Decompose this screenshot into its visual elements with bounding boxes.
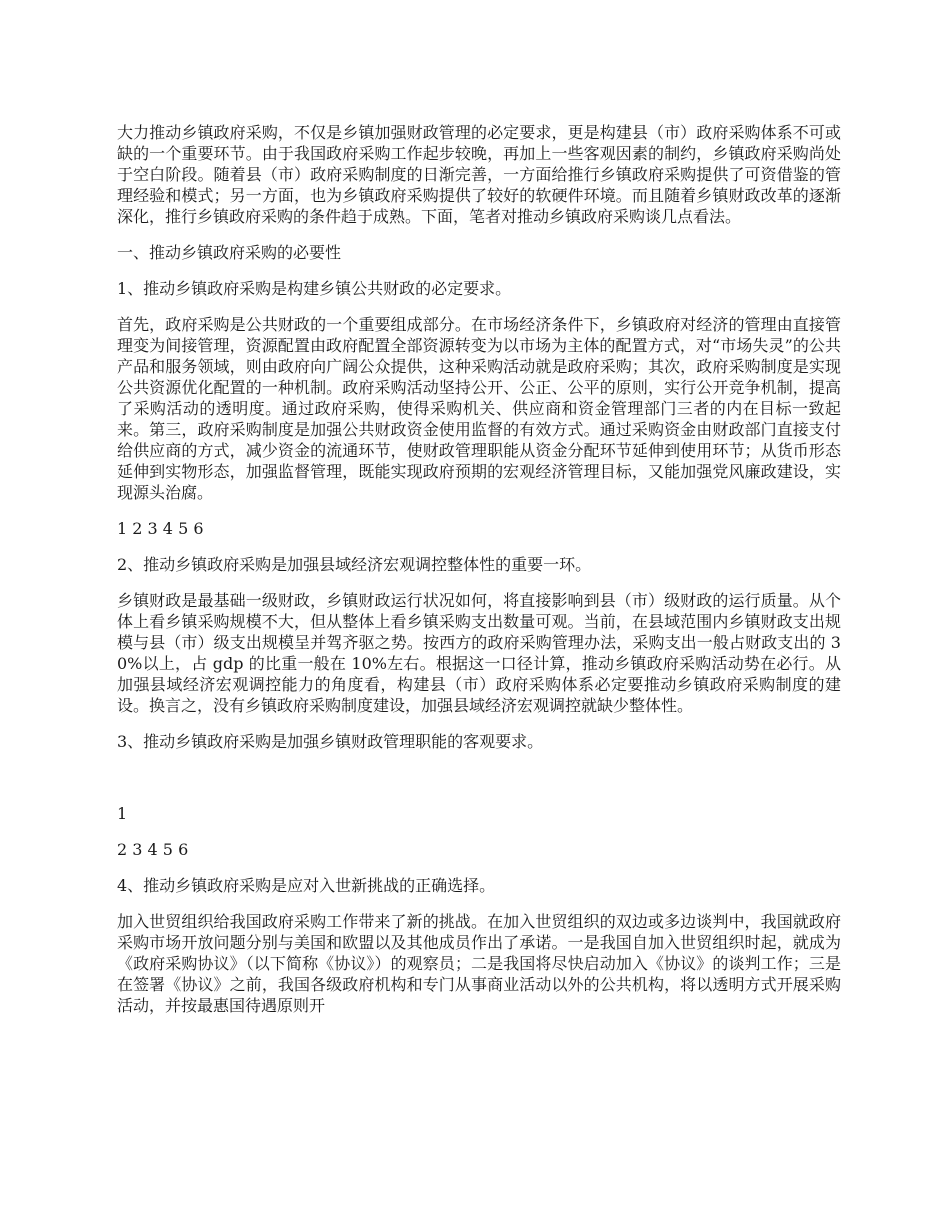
point-2-paragraph: 乡镇财政是最基础一级财政，乡镇财政运行状况如何，将直接影响到县（市）级财政的运行质量。从个体上看乡镇采购规模不大，但从整体上看乡镇采购支出数量可观。当前，在县域范围内乡镇财政支出规模与县（市）级支出规模呈并驾齐驱之势。按西方的政府采购管理办法，采购支出一般占财政支出的 30%以上，占 gdp 的比重一般在 10%左右。根据这一口径计算，推动乡镇政府采购活动势在必行。从加强县域经济宏观调控能力的角度看，构建县（市）政府采购体系必定要推动乡镇政府采购制度的建设。换言之，没有乡镇政府采购制度建设，加强县域经济宏观调控就缺少整体性。 [117,591,841,715]
point-2-heading: 2、推动乡镇政府采购是加强县域经济宏观调控整体性的重要一环。 [117,555,592,574]
point-1-heading: 1、推动乡镇政府采购是构建乡镇公共财政的必定要求。 [117,279,512,298]
page-number: 1 [117,804,128,823]
intro-paragraph: 大力推动乡镇政府采购，不仅是乡镇加强财政管理的必定要求，更是构建县（市）政府采购体系不可或缺的一个重要环节。由于我国政府采购工作起步较晚，再加上一些客观因素的制约，乡镇政府采购尚处于空白阶段。随着县（市）政府采购制度的日渐完善，一方面给推行乡镇政府采购提供了可资借鉴的管理经验和模式；另一方面，也为乡镇政府采购提供了较好的软硬件环境。而且随着乡镇财政改革的逐渐深化，推行乡镇政府采购的条件趋于成熟。下面，笔者对推动乡镇政府采购谈几点看法。 [117,123,841,226]
point-4-paragraph: 加入世贸组织给我国政府采购工作带来了新的挑战。在加入世贸组织的双边或多边谈判中，我国就政府采购市场开放问题分别与美国和欧盟以及其他成员作出了承诺。一是我国自加入世贸组织时起，就成为《政府采购协议》（以下简称《协议》）的观察员；二是我国将尽快启动加入《协议》的谈判工作；三是在签署《协议》之前，我国各级政府机构和专门从事商业活动以外的公共机构，将以透明方式开展采购活动，并按最惠国待遇原则开 [117,912,841,1015]
point-4-heading: 4、推动乡镇政府采购是应对入世新挑战的正确选择。 [117,876,496,895]
blank-space [117,767,841,803]
page-numbers: 1 2 3 4 5 6 [117,519,204,538]
page-numbers: 2 3 4 5 6 [117,840,189,859]
section-heading: 一、推动乡镇政府采购的必要性 [117,243,342,262]
document-body [117,122,841,1031]
point-1-paragraph: 首先，政府采购是公共财政的一个重要组成部分。在市场经济条件下，乡镇政府对经济的管理由直接管理变为间接管理，资源配置由政府配置全部资源转变为以市场为主体的配置方式，对“市场失灵”的公共产品和服务领域，则由政府向广阔公众提供，这种采购活动就是政府采购；其次，政府采购制度是实现公共资源优化配置的一种机制。政府采购活动坚持公开、公正、公平的原则，实行公开竞争机制，提高了采购活动的透明度。通过政府采购，使得采购机关、供应商和资金管理部门三者的内在目标一致起来。第三，政府采购制度是加强公共财政资金使用监督的有效方式。通过采购资金由财政部门直接支付给供应商的方式，减少资金的流通环节，使财政管理职能从资金分配环节延伸到使用环节；从货币形态延伸到实物形态，加强监督管理，既能实现政府预期的宏观经济管理目标，又能加强党风廉政建设，实现源头治腐。 [117,315,841,502]
point-3-heading: 3、推动乡镇政府采购是加强乡镇财政管理职能的客观要求。 [117,732,544,751]
